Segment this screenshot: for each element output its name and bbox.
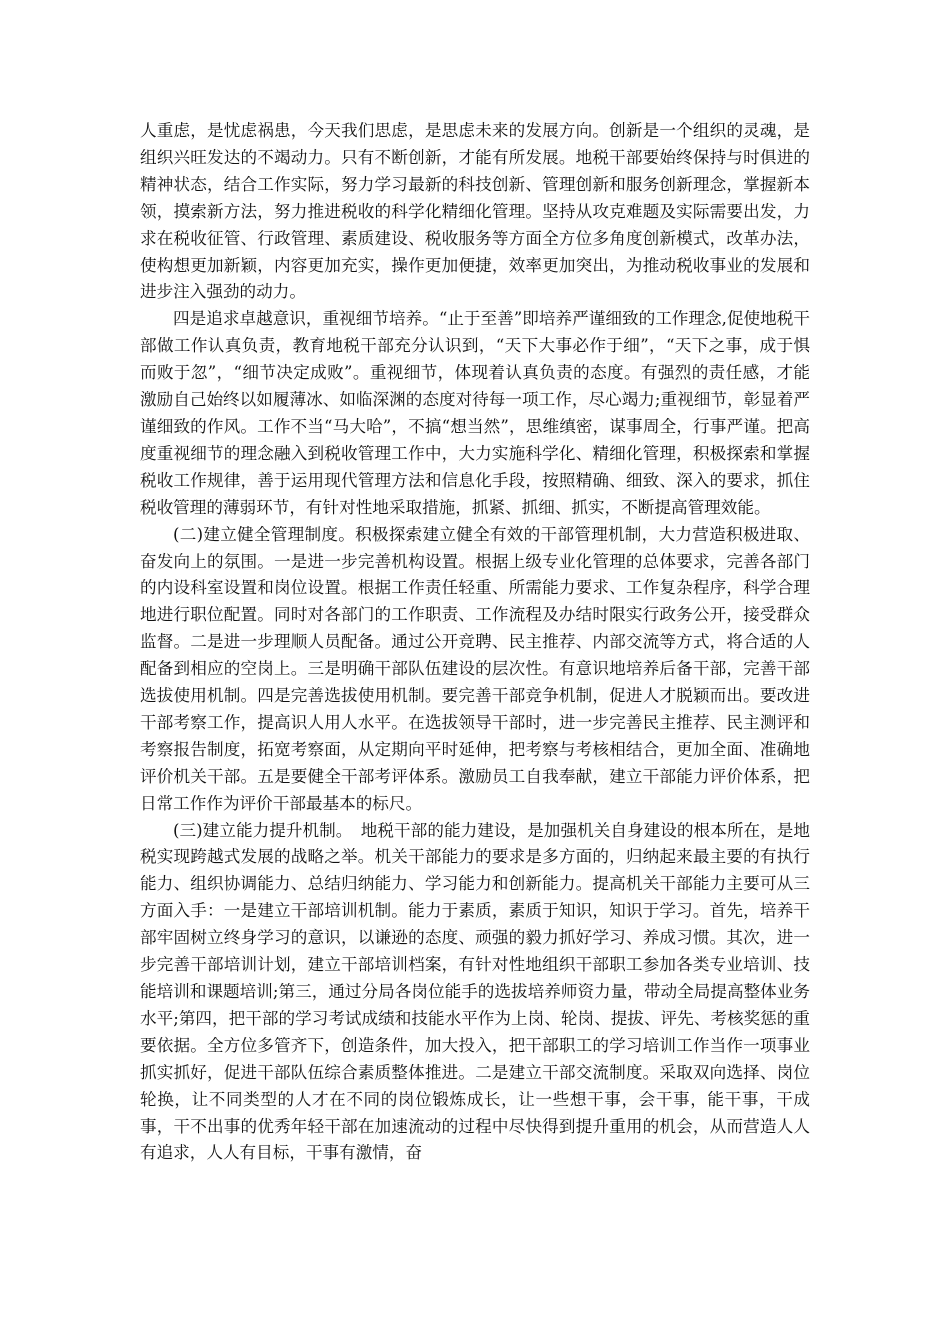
paragraph-management-system: (二)建立健全管理制度。积极探索建立健全有效的干部管理机制，大力营造积极进取、奋发向上的氛围。一是进一步完善机构设置。根据上级专业化管理的总体要求，完善各部门的内设科室设置和岗位设置。根据工作责任轻重、所需能力要求、工作复杂程序，科学合理地进行职位配置。同时对各部门的工作职责、工作流程及办结时限实行政务公开，接受群众监督。二是进一步理顺人员配备。通过公开竞聘、民主推荐、内部交流等方式，将合适的人配备到相应的空岗上。三是明确干部队伍建设的层次性。有意识地培养后备干部，完善干部选拔使用机制。四是完善选拔使用机制。要完善干部竞争机制，促进人才脱颖而出。要改进干部考察工作，提高识人用人水平。在选拔领导干部时，进一步完善民主推荐、民主测评和考察报告制度，拓宽考察面，从定期向平时延伸，把考察与考核相结合，更加全面、准确地评价机关干部。五是要健全干部考评体系。激励员工自我奉献，建立干部能力评价体系，把日常工作作为评价干部最基本的标尺。 [140,524,810,813]
document-body [140,118,810,1167]
paragraph-capability-mechanism: (三)建立能力提升机制。 地税干部的能力建设，是加强机关自身建设的根本所在，是地税实现跨越式发展的战略之举。机关干部能力的要求是多方面的，归纳起来最主要的有执行能力、组织协调能力、总结归纳能力、学习能力和创新能力。提高机关干部能力主要可从三方面入手：一是建立干部培训机制。能力于素质，素质于知识，知识于学习。首先，培养干部牢固树立终身学习的意识，以谦逊的态度、顽强的毅力抓好学习、养成习惯。其次，进一步完善干部培训计划，建立干部培训档案，有针对性地组织干部职工参加各类专业培训、技能培训和课题培训;第三，通过分局各岗位能手的选拔培养师资力量，带动全局提高整体业务水平;第四，把干部的学习考试成绩和技能水平作为上岗、轮岗、提拔、评先、考核奖惩的重要依据。全方位多管齐下，创造条件，加大投入，把干部职工的学习培训工作当作一项事业抓实抓好，促进干部队伍综合素质整体推进。二是建立干部交流制度。采取双向选择、岗位轮换，让不同类型的人才在不同的岗位锻炼成长，让一些想干事，会干事，能干事，干成事，干不出事的优秀年轻干部在加速流动的过程中尽快得到提升重用的机会，从而营造人人有追求，人人有目标，干事有激情，奋 [140,820,810,1163]
paragraph-excellence-detail: 四是追求卓越意识，重视细节培养。“止于至善”即培养严谨细致的工作理念,促使地税干部做工作认真负责，教育地税干部充分认识到，“天下大事必作于细”，“天下之事，成于惧而败于忽”，“细节决定成败”。重视细节，体现着认真负责的态度。有强烈的责任感，才能激励自己始终以如履薄冰、如临深渊的态度对待每一项工作，尽心竭力;重视细节，彰显着严谨细致的作风。工作不当“马大哈”，不搞“想当然”，思维缜密，谋事周全，行事严谨。把高度重视细节的理念融入到税收管理工作中，大力实施科学化、精细化管理，积极探索和掌握税收工作规律，善于运用现代管理方法和信息化手段，按照精确、细致、深入的要求，抓住税收管理的薄弱环节，有针对性地采取措施，抓紧、抓细、抓实，不断提高管理效能。 [140,309,810,517]
paragraph-innovation: 人重虑，是忧虑祸患，今天我们思虑，是思虑未来的发展方向。创新是一个组织的灵魂，是组织兴旺发达的不竭动力。只有不断创新，才能有所发展。地税干部要始终保持与时俱进的精神状态，结合工作实际，努力学习最新的科技创新、管理创新和服务创新理念，掌握新本领，摸索新方法，努力推进税收的科学化精细化管理。坚持从攻克难题及实际需要出发，力求在税收征管、行政管理、素质建设、税收服务等方面全方位多角度创新模式，改革办法，使构想更加新颖，内容更加充实，操作更加便捷，效率更加突出，为推动税收事业的发展和进步注入强劲的动力。 [140,121,810,302]
